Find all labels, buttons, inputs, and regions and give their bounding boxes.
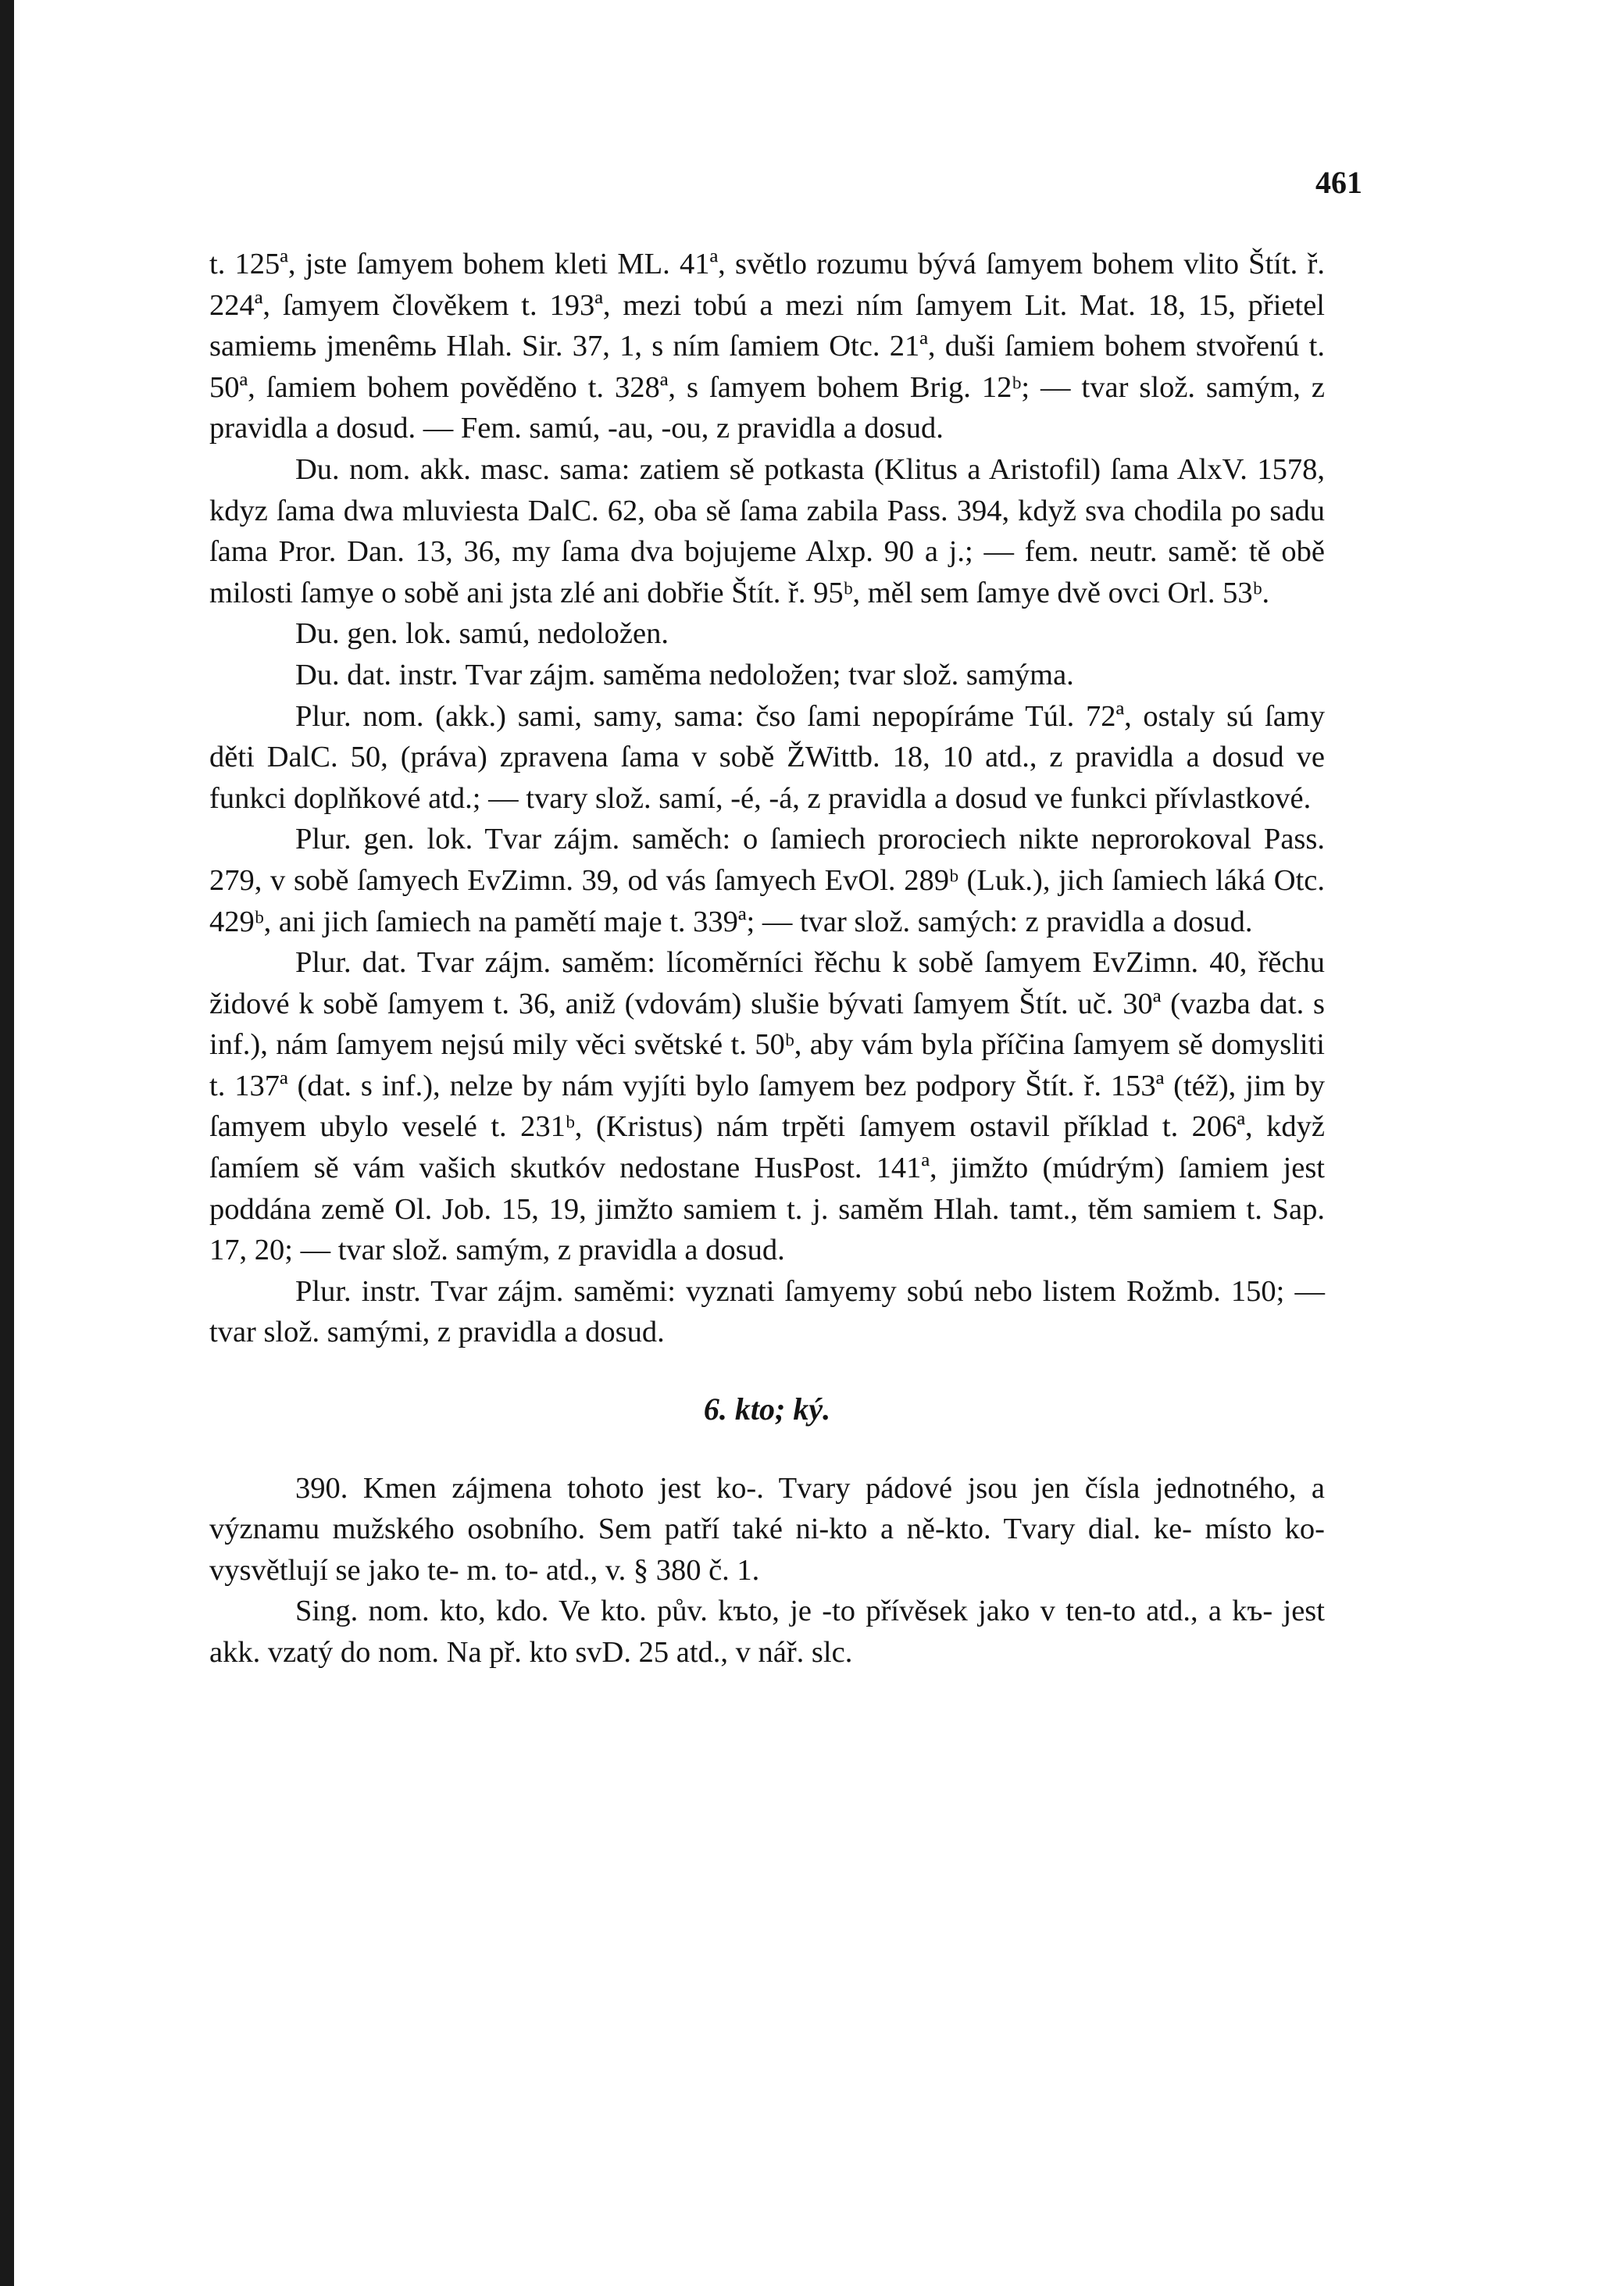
paragraph-plur-instr: Plur. instr. Tvar zájm. saměmi: vyznati ſamyemy sobú nebo listem Rožmb. 150; — tvar slož. samými, z pravidla a dosud. — [209, 1274, 1325, 1349]
paragraph-sing-nom: Sing. nom. kto, kdo. Ve kto. pův. kъto, je -to přívěsek jako v ten-to atd., a kъ- jest akk. vzatý do nom. Na př. kto svD. 25 atd., v nář. slc. — [209, 1595, 1325, 1669]
paragraph-continuation: t. 125ª, jste ſamyem bohem kleti ML. 41ª, světlo rozumu bývá ſamyem bohem vlito Štít. ř. 224ª, ſamyem člověkem t. 193ª, mezi tobú a mezi ním ſamyem Lit. Mat. 18, 15, přietel samiemь jmenêmь Hlah. Sir. 37, 1, s ním ſamiem Otc. 21ª, duši ſamiem bohem stvořenú t. 50ª, ſamiem bohem pověděno t. 328ª, s ſamyem bohem Brig. 12ᵇ; — tvar slož. samým, z pravidla a dosud. — Fem. samú, -au, -ou, z pravidla a dosud. — [209, 248, 1325, 445]
paragraph-du-dat-instr: Du. dat. instr. Tvar zájm. saměma nedoložen; tvar slož. samýma. — [295, 658, 1074, 691]
paragraph-plur-dat: Plur. dat. Tvar zájm. saměm: lícoměrníci řěchu k sobě ſamyem EvZimn. 40, řěchu židové k sobě ſamyem t. 36, aniž (vdovám) slušie bývati ſamyem Štít. uč. 30ª (vazba dat. s inf.), nám ſamyem nejsú mily věci světské t. 50ᵇ, aby vám byla příčina ſamyem sě domysliti t. 137ª (dat. s inf.), nelze by nám vyjíti bylo ſamyem bez podpory Štít. ř. 153ª (též), jim by ſamyem ubylo veselé t. 231ᵇ, (Kristus) nám trpěti ſamyem ostavil příklad t. 206ª, když ſamíem sě vám vašich skutkóv nedostane HusPost. 141ª, jimžto (múdrým) ſamiem jest poddána země Ol. Job. 15, 19, jimžto samiem t. j. saměm Hlah. tamt., těm samiem t. Sap. 17, 20; — tvar slož. samým, z pravidla a dosud. — [209, 946, 1325, 1267]
scan-binding-edge — [0, 0, 14, 2286]
body-text — [209, 244, 1325, 1673]
paragraph-plur-gen-lok: Plur. gen. lok. Tvar zájm. saměch: o ſamiech prorociech nikte neprorokoval Pass. 279, v sobě ſamyech EvZimn. 39, od vás ſamyech EvOl. 289ᵇ (Luk.), jich ſamiech láká Otc. 429ᵇ, ani jich ſamiech na pamětí maje t. 339ª; — tvar slož. samých: z pravidla a dosud. — [209, 823, 1325, 938]
page-number: 461 — [1315, 165, 1362, 200]
paragraph-du-gen-lok: Du. gen. lok. samú, nedoložen. — [295, 617, 669, 651]
section-heading: 6. kto; ký. — [703, 1391, 831, 1427]
paragraph-390: 390. Kmen zájmena tohoto jest ko-. Tvary pádové jsou jen čísla jednotného, a významu mužského osobního. Sem patří také ni-kto a ně-kto. Tvary dial. ke- místo ko- vysvětlují se jako te- m. to- atd., v. § 380 č. 1. — [209, 1471, 1325, 1587]
paragraph-du-nom-akk: Du. nom. akk. masc. sama: zatiem sě potkasta (Klitus a Aristofil) ſama AlxV. 1578, kdyz ſama dwa mluviesta DalC. 62, oba sě ſama zabila Pass. 394, když sva chodila po sadu ſama Pror. Dan. 13, 36, my ſama dva bojujeme Alxp. 90 a j.; — fem. neutr. samě: tě obě milosti ſamye o sobě ani jsta zlé ani dobřie Štít. ř. 95ᵇ, měl sem ſamye dvě ovci Orl. 53ᵇ. — [209, 452, 1325, 609]
paragraph-plur-nom: Plur. nom. (akk.) sami, samy, sama: čso ſami nepopíráme Túl. 72ª, ostaly sú ſamy děti DalC. 50, (práva) zpravena ſama v sobě ŽWittb. 18, 10 atd., z pravidla a dosud ve funkci doplňkové atd.; — tvary slož. samí, -é, -á, z pravidla a dosud ve funkci přívlastkové. — [209, 699, 1325, 815]
